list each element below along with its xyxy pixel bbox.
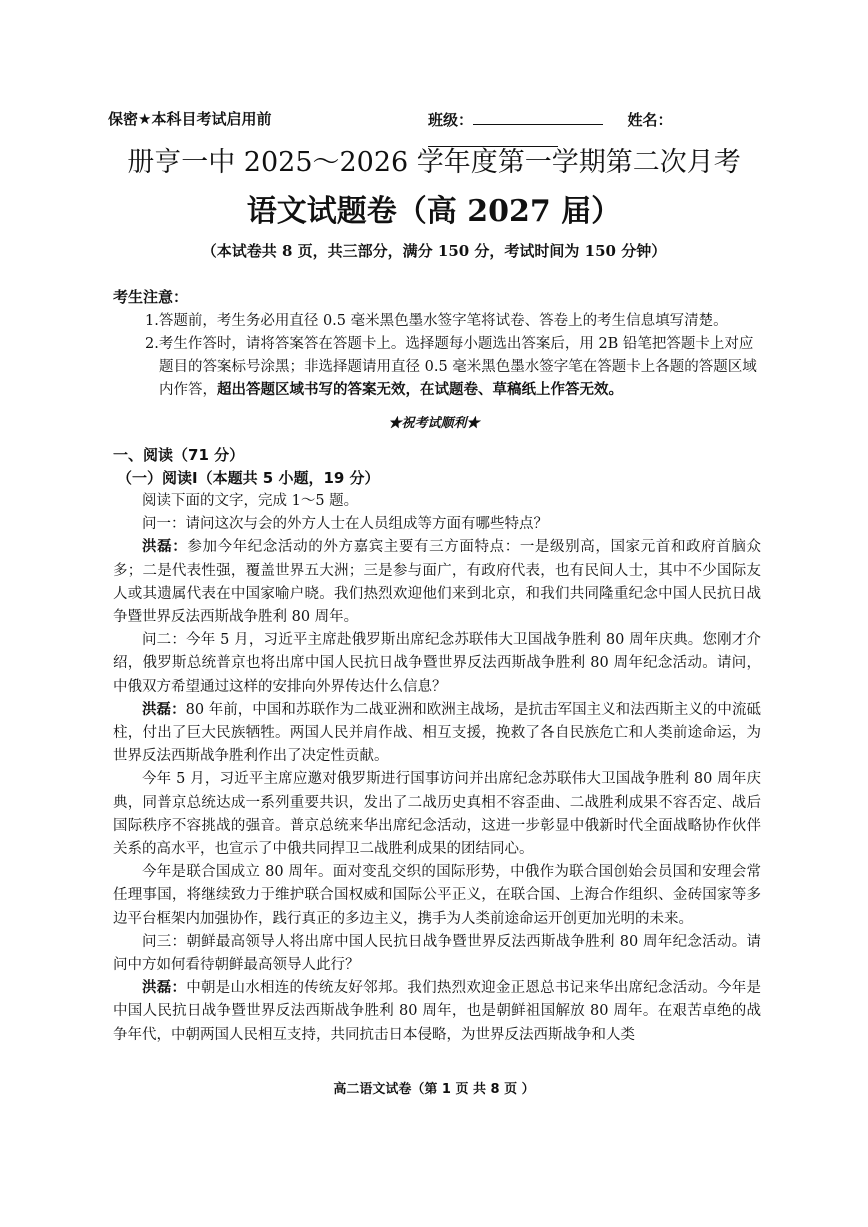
question-2: 问二：今年 5 月，习近平主席赴俄罗斯出席纪念苏联伟大卫国战争胜利 80 周年庆典。您刚才介绍，俄罗斯总统普京也将出席中国人民抗日战争暨世界反法西斯战争胜利 80 周年纪念活动。请问，中俄双方希望通过这样的安排向外界传达什么信息？ — [113, 632, 761, 695]
notice-item-1: 1.答题前，考生务必用直径 0.5 毫米黑色墨水签字笔将试卷、答卷上的考生信息填写清楚。 — [145, 313, 728, 329]
exam-title: 册亨一中 2025～2026 学年度第一学期第二次月考 — [127, 147, 741, 178]
notice-list — [145, 310, 765, 402]
answer-3 — [113, 977, 761, 1047]
name-label: 姓名： — [627, 111, 673, 129]
notice-heading: 考生注意： — [113, 288, 189, 306]
answer-2-paragraph-2: 今年 5 月，习近平主席应邀对俄罗斯进行国事访问并出席纪念苏联伟大卫国战争胜利 80 周年庆典，同普京总统达成一系列重要共识，发出了二战历史真相不容歪曲、二战胜利成果不容否定、战后国际秩序不容挑战的强音。普京总统来华出席纪念活动，这进一步彰显中俄新时代全面战略协作伙伴关系的高水平，也宣示了中俄共同捍卫二战胜利成果的团结同心。 — [113, 771, 761, 858]
answer-3-text: 中朝是山水相连的传统友好邻邦。我们热烈欢迎金正恩总书记来华出席纪念活动。今年是中国人民抗日战争暨世界反法西斯战争胜利 80 周年，也是朝鲜祖国解放 80 周年。在艰苦卓绝的战争年代，中朝两国人民相互支持，共同抗击日本侵略，为世界反法西斯战争和人类 — [113, 980, 761, 1043]
header-line — [108, 108, 768, 130]
page-footer: 高二语文试卷（第 1 页 共 8 页 ） — [333, 1082, 535, 1097]
speaker-label: 洪磊： — [142, 980, 187, 997]
notice-item-2-text: 2.考生作答时，请将答案答在答题卡上。选择题每小题选出答案后，用 2B 铅笔把答题卡上对应题目的答案标号涂黑；非选择题请用直径 0.5 毫米黑色墨水签字笔在答题卡上各题的答题区域内作答， — [145, 336, 757, 398]
subsection-heading-reading-1: （一）阅读Ⅰ（本题共 5 小题，19 分） — [117, 469, 380, 487]
class-field[interactable] — [473, 108, 603, 125]
answer-2-text: 80 年前，中国和苏联作为二战亚洲和欧洲主战场，是抗击军国主义和法西斯主义的中流砥柱，付出了巨大民族牺牲。两国人民并肩作战、相互支援，挽救了各自民族危亡和人类前途命运，为世界反法西斯战争胜利作出了决定性贡献。 — [113, 701, 761, 765]
exam-subject-title: 语文试题卷（高 2027 届） — [246, 194, 622, 229]
exam-info: （本试卷共 8 页，共三部分，满分 150 分，考试时间为 150 分钟） — [201, 242, 667, 260]
speaker-label: 洪磊： — [142, 539, 188, 556]
answer-1 — [113, 536, 761, 629]
answer-2 — [113, 699, 761, 769]
answer-2-paragraph-3: 今年是联合国成立 80 周年。面对变乱交织的国际形势，中俄作为联合国创始会员国和安理会常任理事国，将继续致力于维护联合国权威和国际公平正义，在联合国、上海合作组织、金砖国家等多边平台框架内加强协作，践行真正的多边主义，携手为人类前途命运开创更加光明的未来。 — [113, 864, 761, 927]
instruction: 阅读下面的文字，完成 1～5 题。 — [142, 493, 359, 509]
speaker-label: 洪磊： — [142, 701, 186, 718]
section-heading-reading: 一、阅读（71 分） — [113, 446, 245, 464]
confidential-label: 保密★本科目考试启用前 — [108, 110, 272, 128]
notice-item-2 — [145, 333, 765, 402]
good-luck-wish: ★祝考试顺利★ — [388, 416, 480, 431]
notice-item-2-emphasis: 超出答题区域书写的答案无效，在试题卷、草稿纸上作答无效。 — [217, 382, 623, 398]
question-1: 问一：请问这次与会的外方人士在人员组成等方面有哪些特点？ — [142, 516, 548, 533]
class-label: 班级： — [428, 111, 474, 129]
answer-1-text: 参加今年纪念活动的外方嘉宾主要有三方面特点：一是级别高，国家元首和政府首脑众多；二是代表性强，覆盖世界五大洲；三是参与面广，有政府代表，也有民间人士，其中不少国际友人或其遗属代表在中国家喻户晓。我们热烈欢迎他们来到北京，和我们共同隆重纪念中国人民抗日战争暨世界反法西斯战争胜利 80 周年。 — [113, 539, 762, 626]
reading-passage — [113, 490, 761, 1047]
question-3: 问三：朝鲜最高领导人将出席中国人民抗日战争暨世界反法西斯战争胜利 80 周年纪念活动。请问中方如何看待朝鲜最高领导人此行？ — [113, 933, 761, 974]
